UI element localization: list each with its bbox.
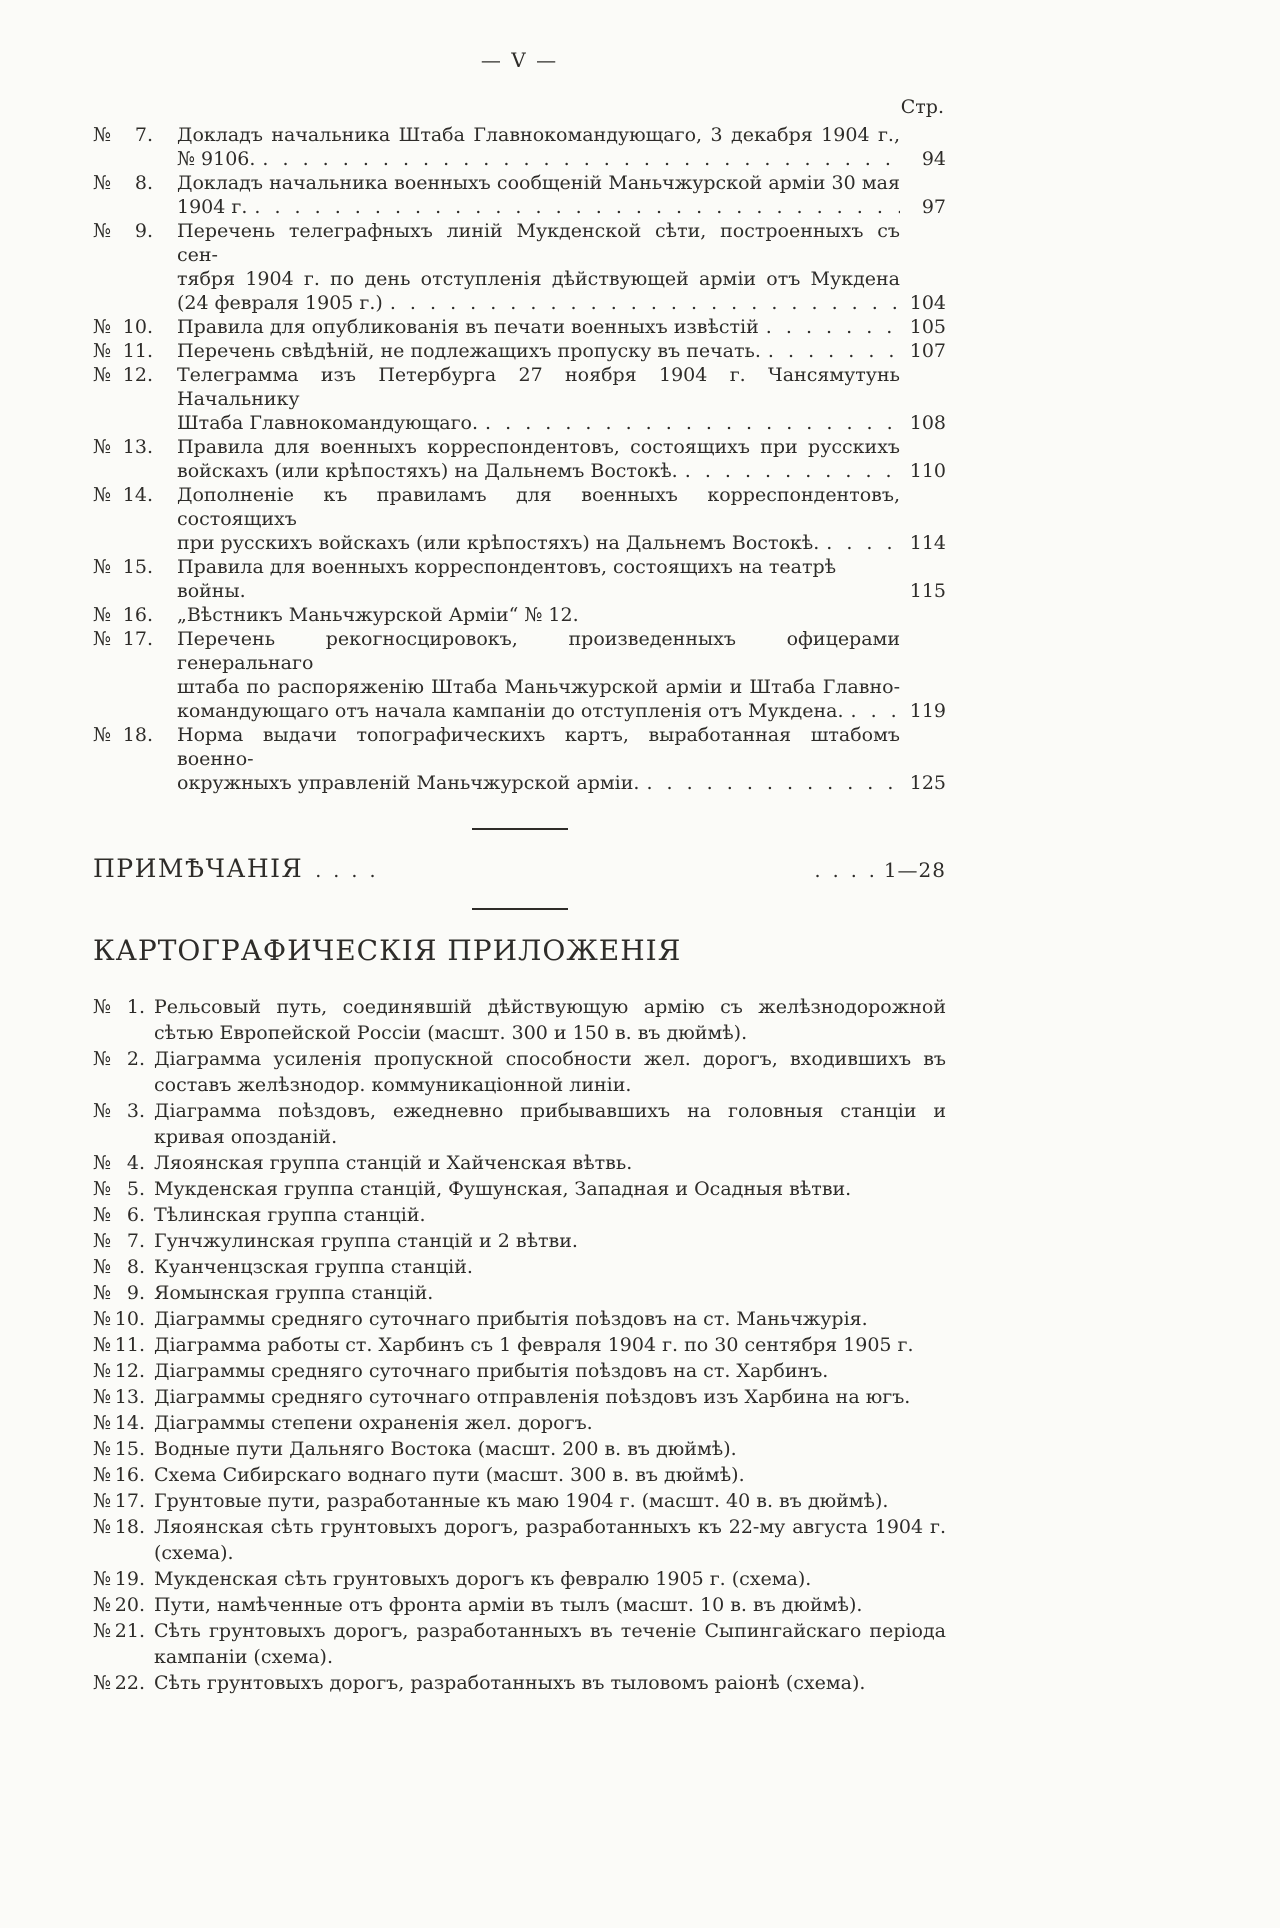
numero-sign: № (93, 1204, 111, 1226)
numero-sign: № (93, 1490, 111, 1512)
toc-entry-number (93, 363, 153, 435)
map-item-number (93, 1358, 145, 1384)
map-item-number (93, 1384, 145, 1410)
toc-entry-line-text: при русскихъ войскахъ (или крѣпостяхъ) на Дальнемъ Востокѣ. (177, 532, 820, 554)
numero-sign: № (93, 1152, 111, 1174)
toc-entry-number (93, 171, 153, 219)
toc-entry-title (177, 219, 900, 315)
map-item (93, 1488, 946, 1514)
map-item-title: Ляоянская группа станцій и Хайченская вѣтвь. (154, 1152, 633, 1174)
entry-number-value: 10. (122, 316, 153, 338)
toc-entry-title (177, 555, 900, 603)
map-number-value: 11. (114, 1334, 145, 1356)
map-item-number (93, 1618, 145, 1670)
map-item (93, 1670, 946, 1696)
toc-entry (93, 123, 946, 171)
map-item-title: Діаграммы средняго суточнаго прибытія поѣздовъ на ст. Маньчжурія. (154, 1308, 868, 1330)
toc-entry-line-text: командующаго отъ начала кампаніи до отступленія отъ Мукдена. (177, 700, 844, 722)
toc-entry-number (93, 483, 153, 555)
toc-entry-line (177, 339, 900, 363)
entry-number-value: 15. (122, 556, 153, 578)
map-item-number (93, 1670, 145, 1696)
map-item-number (93, 1254, 145, 1280)
map-item (93, 1202, 946, 1228)
dot-leader (390, 291, 900, 315)
toc-entry-title (177, 339, 900, 363)
numero-sign: № (93, 484, 111, 506)
map-item-number (93, 1332, 145, 1358)
entry-number-value: 7. (134, 124, 153, 146)
toc-entry-line-text: „Вѣстникъ Маньчжурской Арміи“ № 12. (177, 604, 579, 626)
dot-leader (766, 315, 900, 339)
toc-entry-line: Перечень телеграфныхъ линій Мукденской сѣти, построенныхъ съ сен- (177, 220, 900, 266)
map-item-title: Рельсовый путь, соединявшій дѣйствующую армію съ желѣзнодорожной сѣтью Европейской Россіи (масшт. 300 и 150 в. въ дюймѣ). (154, 996, 946, 1044)
map-item (93, 1436, 946, 1462)
toc-entry-line (177, 771, 900, 795)
numero-sign: № (93, 220, 111, 242)
numero-sign: № (93, 1048, 111, 1070)
toc-entry-number (93, 219, 153, 315)
map-item (93, 1228, 946, 1254)
map-item (93, 1280, 946, 1306)
map-number-value: 8. (126, 1256, 145, 1278)
dot-leader (646, 771, 900, 795)
map-item (93, 1358, 946, 1384)
toc-entry (93, 363, 946, 435)
toc-entry-line (177, 699, 900, 723)
map-item-number (93, 994, 145, 1046)
numero-sign: № (93, 1568, 111, 1590)
toc-entry-page-number: 125 (909, 772, 946, 794)
map-item-title: Сѣть грунтовыхъ дорогъ, разработанныхъ въ тыловомъ раіонѣ (схема). (154, 1672, 866, 1694)
map-item (93, 1150, 946, 1176)
toc-entry-line-text: Правила для военныхъ корреспондентовъ, состоящихъ на театрѣ войны. (177, 556, 837, 602)
entry-number-value: 12. (122, 364, 153, 386)
toc-entry-line-text: Перечень свѣдѣній, не подлежащихъ пропуску въ печать. (177, 340, 761, 362)
toc-entry-number (93, 723, 153, 795)
toc-entry-line (177, 555, 900, 603)
map-item-number (93, 1566, 145, 1592)
toc-entry-title (177, 723, 900, 795)
map-item-title: Діаграмма работы ст. Харбинъ съ 1 февраля 1904 г. по 30 сентября 1905 г. (154, 1334, 914, 1356)
map-number-value: 14. (114, 1412, 145, 1434)
numero-sign: № (93, 340, 111, 362)
map-item-title: Діаграммы степени охраненія жел. дорогъ. (154, 1412, 593, 1434)
map-item (93, 1384, 946, 1410)
toc-entry-title (177, 363, 900, 435)
map-item-number (93, 1488, 145, 1514)
map-item-title: Водные пути Дальняго Востока (масшт. 200 в. въ дюймѣ). (154, 1438, 737, 1460)
map-item-title: Ляоянская сѣть грунтовыхъ дорогъ, разработанныхъ къ 22-му августа 1904 г. (схема). (154, 1516, 946, 1564)
toc-entry-line: Докладъ начальника Штаба Главнокомандующаго, 3 декабря 1904 г., (177, 124, 900, 146)
numero-sign: № (93, 1464, 111, 1486)
entry-number-value: 14. (122, 484, 153, 506)
map-item-number (93, 1514, 145, 1566)
toc-entry-line (177, 459, 900, 483)
toc-entry (93, 483, 946, 555)
toc-entry (93, 339, 946, 363)
map-number-value: 22. (114, 1672, 145, 1694)
toc-entry-title (177, 171, 900, 219)
numero-sign: № (93, 1256, 111, 1278)
toc-entry-page-number: 115 (909, 580, 946, 602)
toc-entry-page-number: 104 (909, 292, 946, 314)
maps-section-heading: КАРТОГРАФИЧЕСКІЯ ПРИЛОЖЕНІЯ (93, 934, 682, 967)
notes-section-row (93, 854, 946, 883)
toc-entry-line: Правила для военныхъ корреспондентовъ, состоящихъ при русскихъ (177, 436, 900, 458)
map-item-number (93, 1150, 145, 1176)
numero-sign: № (93, 172, 111, 194)
numero-sign: № (93, 1360, 111, 1382)
numero-sign: № (93, 556, 111, 578)
toc-entry (93, 627, 946, 723)
map-item-title: Тѣлинская группа станцій. (154, 1204, 426, 1226)
dot-leader (485, 411, 900, 435)
map-item-number (93, 1228, 145, 1254)
numero-sign: № (93, 1282, 111, 1304)
numero-sign: № (93, 1308, 111, 1330)
dot-leader (851, 699, 900, 723)
map-number-value: 2. (126, 1048, 145, 1070)
map-item (93, 1176, 946, 1202)
toc-entry-page-number: 110 (909, 460, 946, 482)
toc-entry-line-text: окружныхъ управленій Маньчжурской арміи. (177, 772, 640, 794)
page-column-header: Стр. (900, 96, 944, 118)
entry-number-value: 11. (122, 340, 153, 362)
map-item (93, 1592, 946, 1618)
numero-sign: № (93, 1178, 111, 1200)
toc-entry-line: Норма выдачи топографическихъ картъ, выработанная штабомъ военно- (177, 724, 900, 770)
map-number-value: 1. (126, 996, 145, 1018)
toc-entry-line (177, 603, 900, 627)
map-item (93, 994, 946, 1046)
numero-sign: № (93, 436, 111, 458)
notes-dots-left: . . . . (315, 860, 379, 882)
numero-sign: № (93, 1230, 111, 1252)
toc-entry-line: штаба по распоряженію Штаба Маньчжурской арміи и Штаба Главно- (177, 676, 900, 698)
map-item (93, 1410, 946, 1436)
map-item (93, 1098, 946, 1150)
toc-entry-line (177, 195, 900, 219)
notes-label: ПРИМѢЧАНІЯ (93, 854, 304, 883)
dot-leader (254, 195, 900, 219)
numero-sign: № (93, 1516, 111, 1538)
entry-number-value: 13. (122, 436, 153, 458)
numero-sign: № (93, 1438, 111, 1460)
map-item-title: Мукденская группа станцій, Фушунская, Западная и Осадныя вѣтви. (154, 1178, 852, 1200)
map-number-value: 13. (114, 1386, 145, 1408)
toc-entry-number (93, 435, 153, 483)
numero-sign: № (93, 1594, 111, 1616)
entry-number-value: 9. (134, 220, 153, 242)
map-item (93, 1618, 946, 1670)
toc-entry-line (177, 291, 900, 315)
map-item-number (93, 1046, 145, 1098)
map-item-number (93, 1410, 145, 1436)
maps-list (93, 994, 946, 1696)
map-item-title: Пути, намѣченные отъ фронта арміи въ тылъ (масшт. 10 в. въ дюймѣ). (154, 1594, 863, 1616)
toc-entry-title (177, 123, 900, 171)
numero-sign: № (93, 124, 111, 146)
numero-sign: № (93, 1620, 111, 1642)
map-item-number (93, 1592, 145, 1618)
numero-sign: № (93, 364, 111, 386)
map-item-number (93, 1176, 145, 1202)
entry-number-value: 18. (122, 724, 153, 746)
toc-entry (93, 171, 946, 219)
toc-entry-line-text: войскахъ (или крѣпостяхъ) на Дальнемъ Востокѣ. (177, 460, 678, 482)
page-content (93, 0, 946, 1696)
toc-entry-line: Дополненіе къ правиламъ для военныхъ корреспондентовъ, состоящихъ (177, 484, 900, 530)
toc-entry-page-number: 94 (921, 148, 946, 170)
toc-entry-title (177, 627, 900, 723)
toc-entry (93, 435, 946, 483)
map-item (93, 1566, 946, 1592)
numero-sign: № (93, 1100, 111, 1122)
toc-entry-number (93, 315, 153, 339)
numero-sign: № (93, 1412, 111, 1434)
numero-sign: № (93, 604, 111, 626)
toc-entry-title (177, 315, 900, 339)
map-item-number (93, 1098, 145, 1150)
map-number-value: 17. (114, 1490, 145, 1512)
map-item (93, 1306, 946, 1332)
toc-entry-line (177, 147, 900, 171)
map-item (93, 1462, 946, 1488)
toc-entry-number (93, 603, 153, 627)
page-number-header: — V — (480, 48, 559, 72)
map-item-title: Яомынская группа станцій. (154, 1282, 434, 1304)
map-item-title: Діаграмма усиленія пропускной способности жел. дорогъ, входившихъ въ составъ желѣзнодор. коммуникаціонной линіи. (154, 1048, 946, 1096)
toc-entry-line: Докладъ начальника военныхъ сообщеній Маньчжурской арміи 30 мая (177, 172, 900, 194)
numero-sign: № (93, 1386, 111, 1408)
toc-entry-page-number: 108 (909, 412, 946, 434)
map-item (93, 1332, 946, 1358)
toc-entry-line (177, 315, 900, 339)
map-item-title: Сѣть грунтовыхъ дорогъ, разработанныхъ въ теченіе Сыпингайскаго періода кампаніи (схема). (154, 1620, 946, 1668)
toc-entry-page-number: 114 (909, 532, 946, 554)
map-item-number (93, 1202, 145, 1228)
map-number-value: 19. (114, 1568, 145, 1590)
toc-entry-line (177, 411, 900, 435)
map-number-value: 21. (114, 1620, 145, 1642)
dot-leader (826, 531, 900, 555)
dot-leader (685, 459, 900, 483)
toc-entry-page-number: 107 (909, 340, 946, 362)
numero-sign: № (93, 724, 111, 746)
map-number-value: 15. (114, 1438, 145, 1460)
entry-number-value: 17. (122, 628, 153, 650)
notes-page-range: 1—28 (883, 858, 946, 882)
map-number-value: 18. (114, 1516, 145, 1538)
toc-entry-number (93, 627, 153, 723)
toc-entry-line: Телеграмма изъ Петербурга 27 ноября 1904 г. Чансямутунь Начальнику (177, 364, 900, 410)
map-item (93, 1254, 946, 1280)
map-number-value: 9. (126, 1282, 145, 1304)
toc-entry (93, 603, 946, 627)
map-item-title: Куанченцзская группа станцій. (154, 1256, 473, 1278)
toc-entry-line (177, 531, 900, 555)
toc-list (93, 123, 946, 795)
map-number-value: 10. (114, 1308, 145, 1330)
dot-leader (262, 147, 900, 171)
toc-entry-line: тября 1904 г. по день отступленія дѣйствующей арміи отъ Мукдена (177, 268, 900, 290)
toc-entry (93, 219, 946, 315)
toc-entry-page-number: 97 (921, 196, 946, 218)
map-item-number (93, 1306, 145, 1332)
toc-entry-title (177, 603, 900, 627)
map-number-value: 16. (114, 1464, 145, 1486)
entry-number-value: 16. (122, 604, 153, 626)
numero-sign: № (93, 996, 111, 1018)
map-item-title: Діаграммы средняго суточнаго отправленія поѣздовъ изъ Харбина на югъ. (154, 1386, 911, 1408)
notes-dots-right: . . . . (814, 860, 878, 882)
map-item-title: Діаграмма поѣздовъ, ежедневно прибывавшихъ на головныя станціи и кривая опозданій. (154, 1100, 946, 1148)
numero-sign: № (93, 1334, 111, 1356)
toc-entry (93, 555, 946, 603)
section-divider (472, 828, 568, 830)
map-item-title: Схема Сибирскаго воднаго пути (масшт. 300 в. въ дюймѣ). (154, 1464, 745, 1486)
toc-entry-title (177, 435, 900, 483)
toc-entry-number (93, 123, 153, 171)
map-item-title: Мукденская сѣть грунтовыхъ дорогъ къ февралю 1905 г. (схема). (154, 1568, 812, 1590)
toc-entry-line-text: (24 февраля 1905 г.) (177, 292, 383, 314)
toc-entry-line-text: Правила для опубликованія въ печати военныхъ извѣстій (177, 316, 759, 338)
map-item-number (93, 1436, 145, 1462)
map-item-number (93, 1280, 145, 1306)
toc-entry-page-number: 119 (909, 700, 946, 722)
map-number-value: 20. (114, 1594, 145, 1616)
toc-entry-number (93, 339, 153, 363)
entry-number-value: 8. (134, 172, 153, 194)
section-divider (472, 908, 568, 910)
toc-entry-number (93, 555, 153, 603)
map-item-number (93, 1462, 145, 1488)
map-item (93, 1514, 946, 1566)
toc-entry-line: Перечень рекогносцировокъ, произведенныхъ офицерами генеральнаго (177, 628, 900, 674)
map-number-value: 6. (126, 1204, 145, 1226)
numero-sign: № (93, 1672, 111, 1694)
map-item-title: Грунтовые пути, разработанные къ маю 1904 г. (масшт. 40 в. въ дюймѣ). (154, 1490, 889, 1512)
map-item-title: Діаграммы средняго суточнаго прибытія поѣздовъ на ст. Харбинъ. (154, 1360, 829, 1382)
map-item (93, 1046, 946, 1098)
numero-sign: № (93, 316, 111, 338)
toc-entry-title (177, 483, 900, 555)
toc-entry-line-text: Штаба Главнокомандующаго. (177, 412, 479, 434)
toc-entry-line-text: 1904 г. (177, 196, 248, 218)
map-number-value: 5. (126, 1178, 145, 1200)
numero-sign: № (93, 628, 111, 650)
map-number-value: 3. (126, 1100, 145, 1122)
map-number-value: 12. (114, 1360, 145, 1382)
toc-entry (93, 723, 946, 795)
map-number-value: 4. (126, 1152, 145, 1174)
toc-entry-line-text: № 9106. (177, 148, 256, 170)
map-item-title: Гунчжулинская группа станцій и 2 вѣтви. (154, 1230, 578, 1252)
dot-leader (768, 339, 900, 363)
toc-entry-page-number: 105 (909, 316, 946, 338)
toc-entry (93, 315, 946, 339)
map-number-value: 7. (126, 1230, 145, 1252)
